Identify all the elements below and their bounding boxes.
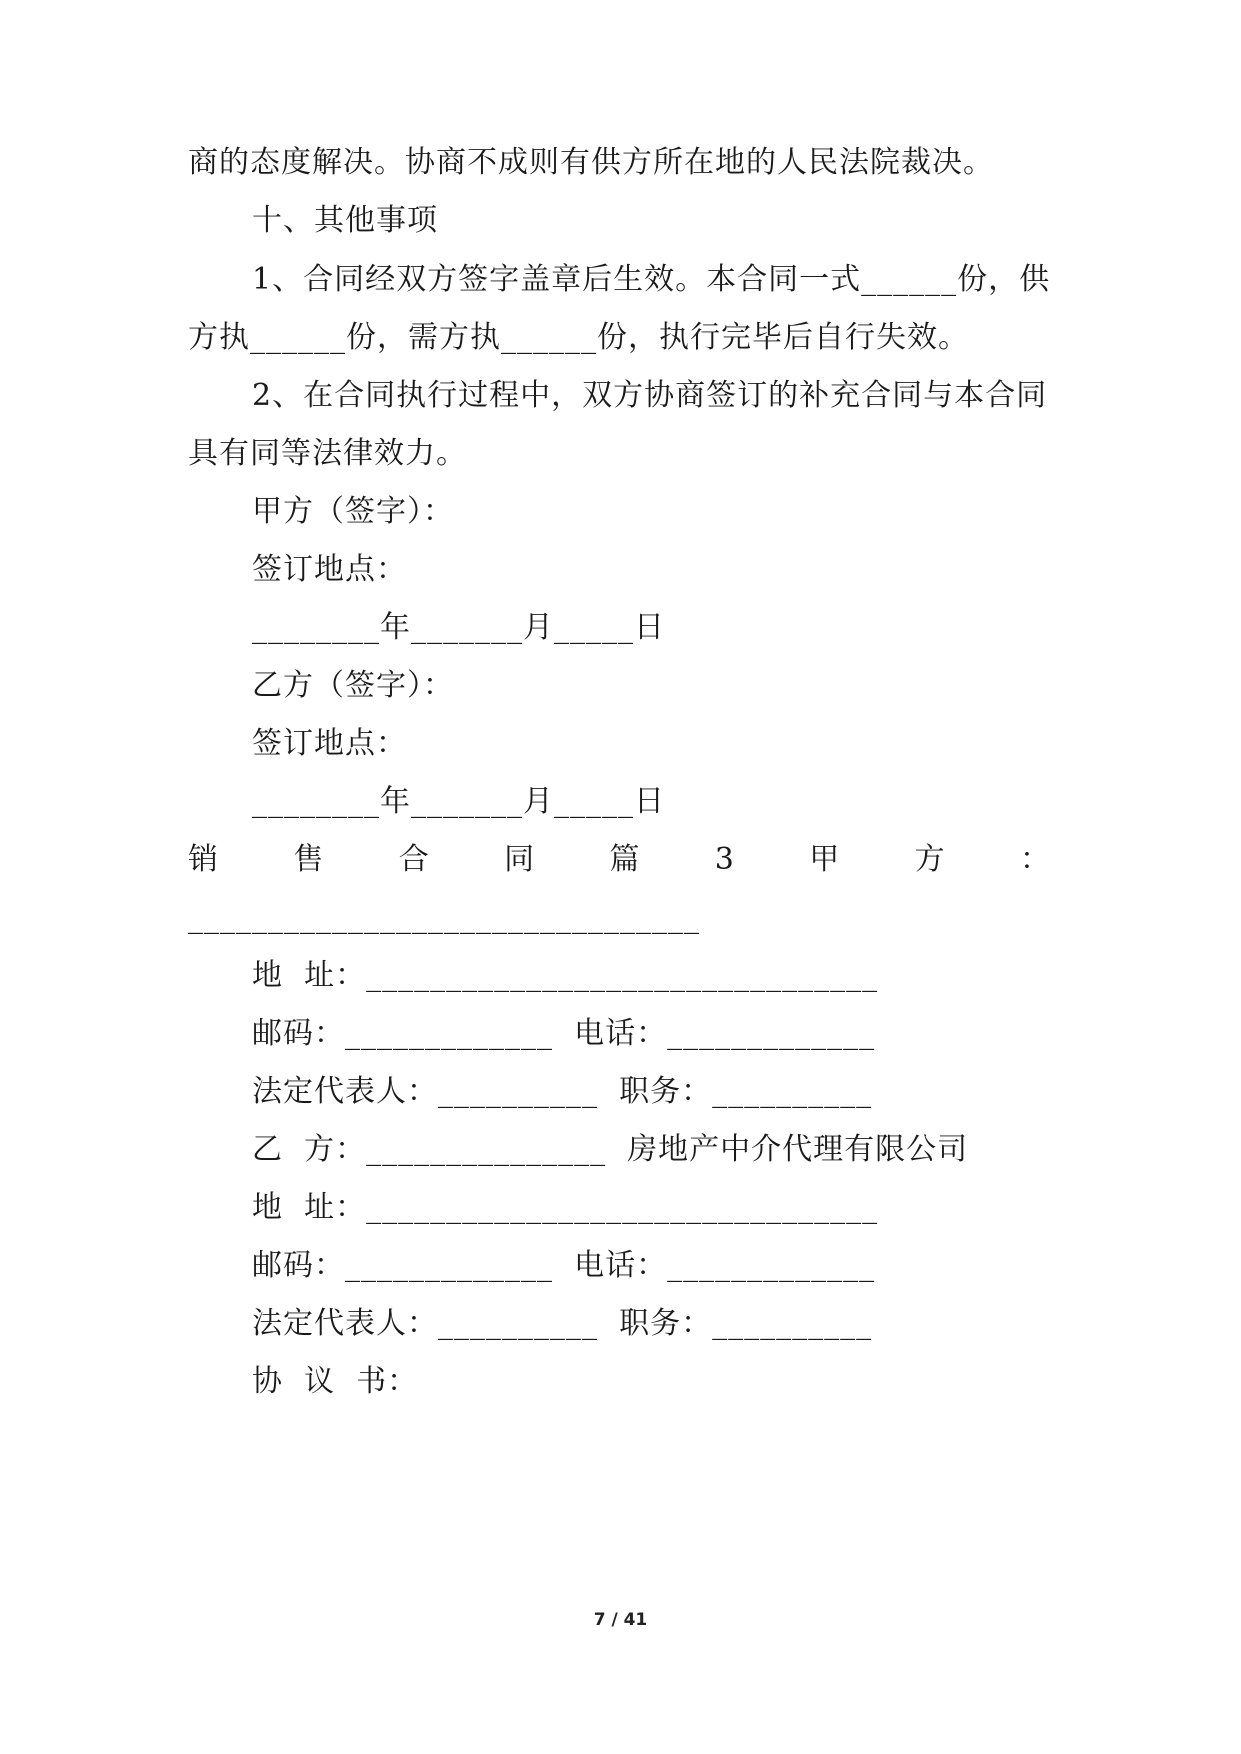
- party-a-address: 地 址：________________________________: [252, 958, 879, 993]
- title-char: 3: [714, 842, 734, 877]
- party-b-address: 地 址：________________________________: [252, 1190, 879, 1225]
- title-char: 方: [914, 842, 945, 877]
- title-char: 售: [293, 842, 324, 877]
- paragraph-line: 方执______份，需方执______份，执行完毕后自行失效。: [188, 320, 969, 355]
- paragraph-line: 具有同等法律效力。: [188, 436, 467, 471]
- party-b-representative: 法定代表人：__________ 职务：__________: [252, 1306, 873, 1341]
- paragraph-line: 1、合同经双方签字盖章后生效。本合同一式______份，供: [252, 262, 1051, 297]
- date-line-b: ________年_______月_____日: [252, 784, 665, 819]
- sign-place-b: 签订地点：: [252, 726, 407, 761]
- party-b-postcode-phone: 邮码：_____________ 电话：_____________: [252, 1248, 876, 1283]
- party-b-signature: 乙方（签字）：: [252, 668, 454, 703]
- paragraph-line: 商的态度解决。协商不成则有供方所在地的人民法院裁决。: [188, 145, 994, 180]
- title-char: 甲: [809, 842, 840, 877]
- sign-place-a: 签订地点：: [252, 552, 407, 587]
- title-char: 销: [188, 842, 218, 877]
- party-a-representative: 法定代表人：__________ 职务：__________: [252, 1074, 873, 1109]
- party-a-signature: 甲方（签字）：: [252, 494, 454, 529]
- title-char: 合: [398, 842, 429, 877]
- page-number: 7 / 41: [593, 1610, 648, 1630]
- date-line-a: ________年_______月_____日: [252, 610, 665, 645]
- title-char: 同: [504, 842, 535, 877]
- paragraph-line: 2、在合同执行过程中，双方协商签订的补充合同与本合同: [252, 378, 1048, 413]
- agreement-heading: 协 议 书：: [252, 1364, 419, 1399]
- title-char: ：: [1019, 842, 1050, 877]
- title-char: 篇: [609, 842, 640, 877]
- party-a-blank: ________________________________: [188, 900, 700, 935]
- section-heading: 十、其他事项: [252, 203, 438, 238]
- section-title: [188, 840, 1050, 880]
- party-b-name: 乙 方：_______________ 房地产中介代理有限公司: [252, 1132, 969, 1167]
- party-a-postcode-phone: 邮码：_____________ 电话：_____________: [252, 1016, 876, 1051]
